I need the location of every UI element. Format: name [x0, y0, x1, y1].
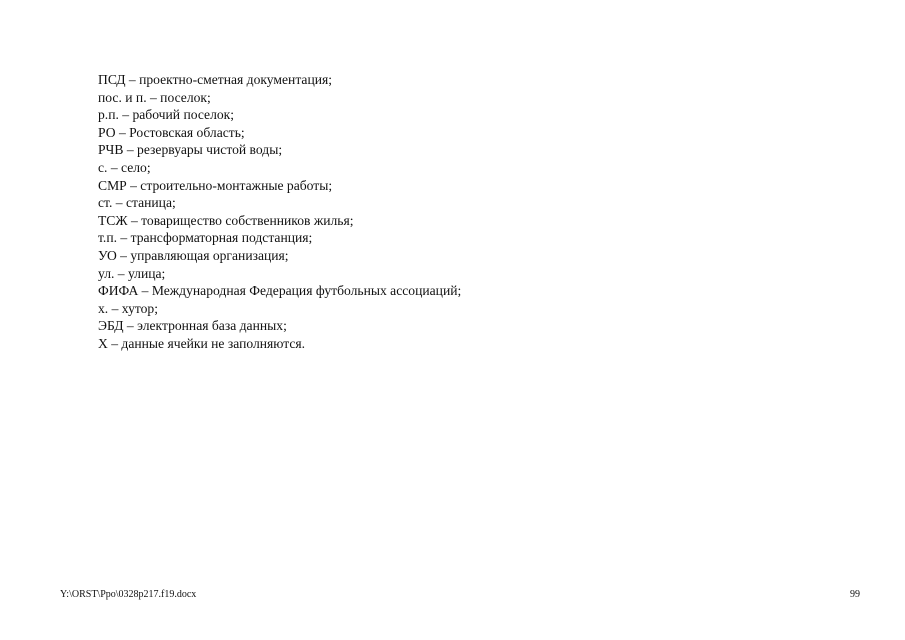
abbreviation-item: ст. – станица; — [98, 195, 176, 211]
abbreviation-item: Х – данные ячейки не заполняются. — [98, 335, 306, 351]
abbreviation-item: ФИФА – Международная Федерация футбольных ассоциаций; — [98, 283, 462, 299]
abbreviation-item: ул. – улица; — [98, 265, 166, 281]
abbreviation-item: т.п. – трансформаторная подстанция; — [98, 230, 313, 246]
abbreviation-item: СМР – строительно-монтажные работы; — [98, 177, 333, 193]
abbreviation-item: ТСЖ – товарищество собственников жилья; — [98, 212, 354, 228]
abbreviation-item: РЧВ – резервуары чистой воды; — [98, 142, 283, 158]
abbreviation-item: РО – Ростовская область; — [98, 124, 245, 140]
abbreviation-item: р.п. – рабочий поселок; — [98, 107, 235, 123]
abbreviation-list — [98, 71, 461, 353]
abbreviation-item: УО – управляющая организация; — [98, 247, 289, 263]
abbreviation-item: пос. и п. – поселок; — [98, 89, 211, 105]
abbreviation-item: ПСД – проектно-сметная документация; — [98, 72, 333, 87]
footer-file-path: Y:\ORST\Ppo\0328p217.f19.docx — [60, 589, 197, 600]
abbreviation-item: ЭБД – электронная база данных; — [98, 318, 287, 334]
footer-page-number: 99 — [850, 589, 860, 600]
abbreviation-item: с. – село; — [98, 159, 151, 175]
abbreviation-item: х. – хутор; — [98, 300, 158, 316]
